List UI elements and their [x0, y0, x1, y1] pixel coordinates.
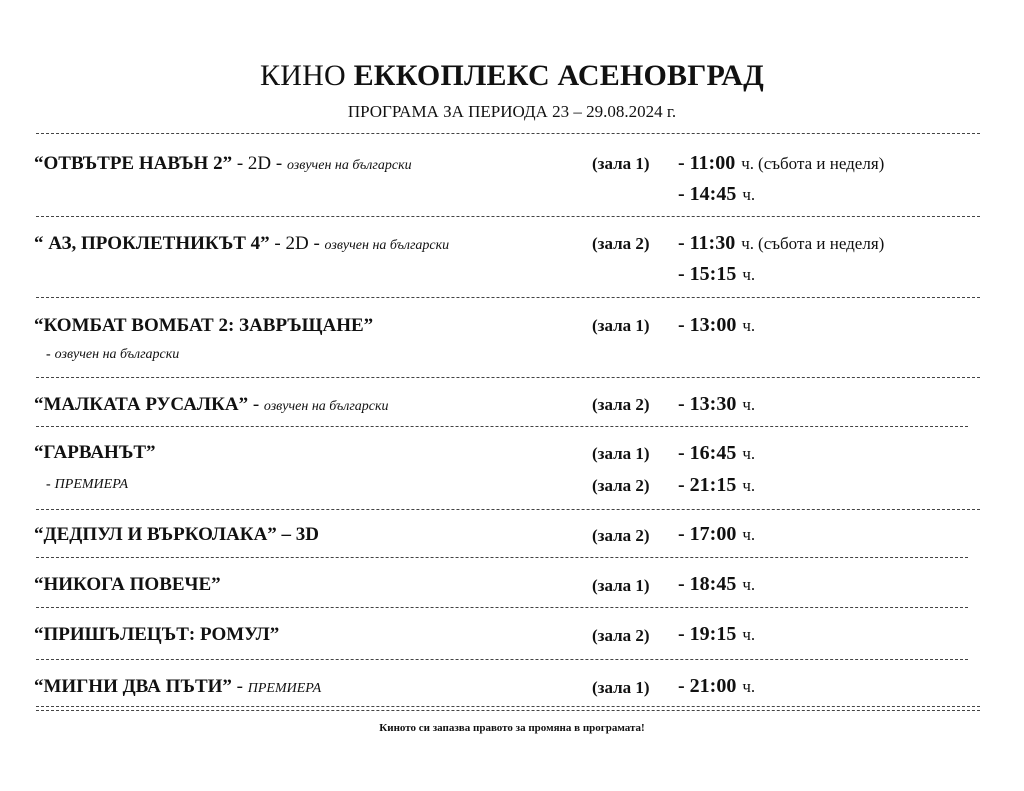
movie-title-row [34, 441, 156, 465]
showtime [678, 262, 755, 287]
movie-format: - 2D - [232, 153, 287, 174]
hall-label: (зала 2) [592, 234, 650, 253]
showtime-value: - 14:45 [678, 183, 737, 205]
hour-unit: ч. [742, 476, 756, 495]
movie-title: “ПРИШЪЛЕЦЪТ: РОМУЛ” [34, 624, 280, 645]
weekend-note: (събота и неделя) [758, 234, 885, 253]
hour-unit: ч. [742, 625, 756, 644]
hall-label: (зала 1) [592, 444, 650, 463]
separator [36, 377, 980, 378]
showtime [678, 392, 755, 417]
showtime-value: - 21:15 [678, 474, 737, 496]
hour-unit: ч. [742, 677, 756, 696]
movie-title: “ОТВЪТРЕ НАВЪН 2” [34, 153, 233, 174]
separator [36, 607, 968, 608]
showtime [678, 473, 755, 498]
showtime [678, 441, 755, 466]
note-dash: - [46, 477, 51, 492]
movie-note-row [46, 476, 128, 494]
movie-note: озвучен на български [54, 347, 180, 362]
separator [36, 297, 980, 298]
movie-title-row [34, 623, 279, 647]
page-title [0, 58, 1024, 94]
movie-title-row [34, 393, 389, 419]
hour-unit: ч. [742, 395, 756, 414]
separator [36, 133, 980, 134]
showtime-value: - 13:00 [678, 314, 737, 336]
movie-title-row [34, 232, 449, 258]
movie-title: “НИКОГА ПОВЕЧЕ” [34, 574, 221, 595]
hour-unit: ч. [741, 154, 755, 173]
showtime-value: - 15:15 [678, 263, 737, 285]
movie-note-row [46, 346, 179, 364]
hour-unit: ч. [742, 316, 756, 335]
separator [36, 706, 980, 707]
separator [36, 216, 980, 217]
showtime [678, 231, 884, 256]
hour-unit: ч. [742, 444, 756, 463]
movie-note: озвучен на български [263, 399, 389, 414]
movie-title: “МАЛКАТА РУСАЛКА” [34, 394, 249, 415]
hall-label: (зала 2) [592, 395, 650, 414]
movie-title: “ АЗ, ПРОКЛЕТНИКЪТ 4” [34, 233, 270, 254]
showtime [678, 674, 755, 699]
movie-title: “ДЕДПУЛ И ВЪРКОЛАКА” – 3D [34, 524, 320, 545]
hall-label: (зала 2) [592, 626, 650, 645]
movie-format: - 2D - [269, 233, 325, 254]
showtime-value: - 21:00 [678, 675, 737, 697]
separator [36, 710, 980, 711]
footer-disclaimer: Киното си запазва правото за промяна в програмата! [379, 722, 645, 734]
showtime-value: - 16:45 [678, 442, 737, 464]
showtime-value: - 18:45 [678, 573, 737, 595]
cinema-prefix: КИНО [260, 59, 346, 92]
movie-title: “ГАРВАНЪТ” [34, 442, 156, 463]
hour-unit: ч. [741, 234, 755, 253]
movie-title-row [34, 573, 221, 597]
title-dash: - [231, 676, 248, 697]
showtime-value: - 13:30 [678, 393, 737, 415]
hall-label: (зала 1) [592, 678, 650, 697]
movie-title: “МИГНИ ДВА ПЪТИ” [34, 676, 232, 697]
movie-note: ПРЕМИЕРА [54, 477, 129, 492]
showtime-value: - 11:30 [678, 232, 736, 254]
showtime [678, 622, 755, 647]
movie-note: озвучен на български [286, 158, 412, 173]
movie-title-row [34, 675, 321, 701]
hour-unit: ч. [742, 575, 756, 594]
weekend-note: (събота и неделя) [758, 154, 885, 173]
note-dash: - [46, 347, 51, 362]
showtime [678, 313, 755, 338]
showtime-value: - 19:15 [678, 623, 737, 645]
movie-title-row [34, 152, 412, 178]
showtime-value: - 11:00 [678, 152, 736, 174]
hour-unit: ч. [742, 185, 756, 204]
hour-unit: ч. [742, 265, 756, 284]
movie-title-row [34, 314, 373, 338]
movie-title: “КОМБАТ ВОМБАТ 2: ЗАВРЪЩАНЕ” [34, 315, 374, 336]
hall-label: (зала 2) [592, 526, 650, 545]
title-dash: - [248, 394, 264, 415]
showtime [678, 522, 755, 547]
showtime [678, 572, 755, 597]
separator [36, 659, 968, 660]
movie-title-row [34, 523, 319, 547]
showtime-value: - 17:00 [678, 523, 737, 545]
showtime [678, 151, 884, 176]
cinema-name: ЕККОПЛЕКС АСЕНОВГРАД [353, 59, 764, 92]
program-period: ПРОГРАМА ЗА ПЕРИОДА 23 – 29.08.2024 г. [347, 102, 677, 121]
hall-label: (зала 2) [592, 476, 650, 495]
separator [36, 557, 968, 558]
hall-label: (зала 1) [592, 154, 650, 173]
hall-label: (зала 1) [592, 576, 650, 595]
separator [36, 509, 980, 510]
hall-label: (зала 1) [592, 316, 650, 335]
showtime [678, 182, 755, 207]
movie-note: озвучен на български [324, 238, 450, 253]
hour-unit: ч. [742, 525, 756, 544]
movie-note: ПРЕМИЕРА [247, 681, 322, 696]
separator [36, 426, 968, 427]
